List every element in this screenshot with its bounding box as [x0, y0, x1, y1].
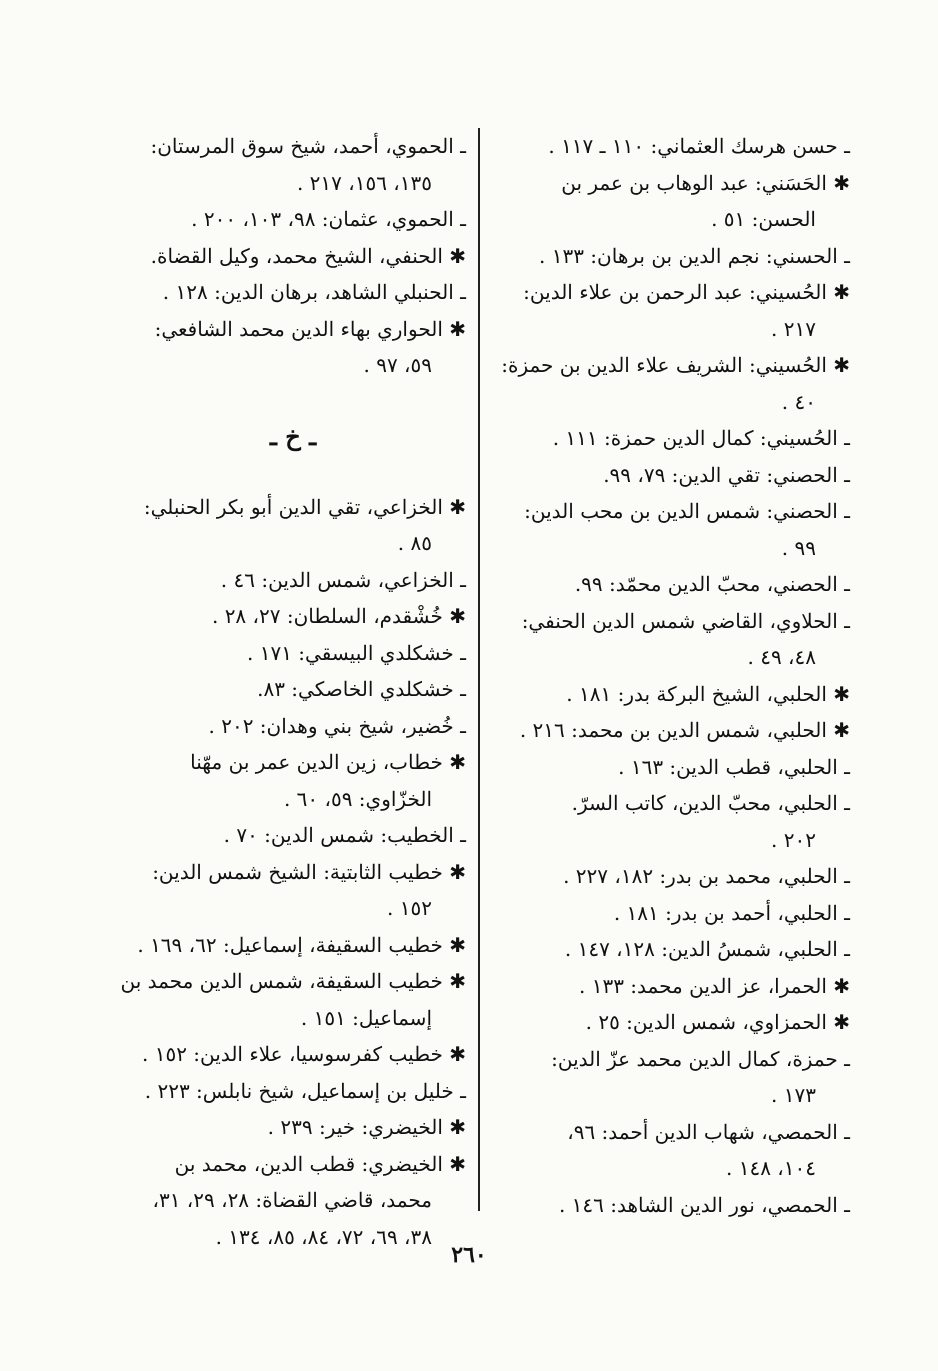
index-entry — [120, 854, 466, 927]
entry-text: ✱ الحمرا، عز الدين محمد: ١٣٣ . — [579, 973, 850, 998]
entry-continuation: ٢١٧ . — [771, 316, 816, 341]
index-entry — [120, 274, 466, 311]
index-entry — [492, 165, 850, 238]
index-entry — [492, 603, 850, 676]
entry-text: ✱ الحُسيني: الشريف علاء الدين بن حمزة: — [501, 353, 850, 377]
entry-text: ✱ الحنفي، الشيخ محمد، وكيل القضاة. — [150, 243, 466, 268]
entry-text: ـ خشكلدي البيسقي: ١٧١ . — [247, 640, 466, 665]
index-entry — [492, 749, 850, 786]
index-entry — [120, 1109, 466, 1146]
index-entry — [492, 895, 850, 932]
index-entry — [120, 238, 466, 275]
entry-text: ـ الحلبي، محبّ الدين، كاتب السرّ. — [571, 791, 850, 815]
entry-text: ✱ الخيضري: قطب الدين، محمد بن — [174, 1151, 466, 1176]
entry-text: ـ الخطيب: شمس الدين: ٧٠ . — [223, 823, 466, 847]
entry-text: ✱ خطيب الثابتية: الشيخ شمس الدين: — [152, 859, 466, 884]
entry-text: ✱ خطيب السقيفة، إسماعيل: ٦٢، ١٦٩ . — [137, 932, 466, 957]
entry-continuation: ٨٥ . — [397, 531, 432, 555]
index-entry — [120, 817, 466, 854]
entry-continuation: ٥٩، ٩٧ . — [363, 353, 432, 377]
entry-text: ✱ الحمزاوي، شمس الدين: ٢٥ . — [585, 1010, 850, 1034]
entry-text: ـ الحنبلي الشاهد، برهان الدين: ١٢٨ . — [162, 280, 466, 304]
entry-text: ✱ خُشْقدم، السلطان: ٢٧، ٢٨ . — [211, 604, 466, 628]
index-entry — [492, 676, 850, 713]
index-entry — [492, 347, 850, 420]
entry-continuation: إسماعيل: ١٥١ . — [300, 1005, 432, 1030]
entry-text: ـ الحُسيني: كمال الدين حمزة: ١١١ . — [552, 426, 850, 450]
index-entry — [120, 635, 466, 672]
entry-text: ✱ خطيب السقيفة، شمس الدين محمد بن — [120, 969, 466, 993]
entry-text: ـ حمزة، كمال الدين محمد عزّ الدين: — [551, 1046, 850, 1071]
entry-continuation: محمد، قاضي القضاة: ٢٨، ٢٩، ٣١، — [152, 1188, 432, 1212]
entry-text: ✱ الحلبي، الشيخ البركة بدر: ١٨١ . — [566, 681, 850, 706]
entry-continuation: ٤٠ . — [781, 389, 816, 414]
entry-text: ـ خشكلدي الخاصكي: ٨٣. — [257, 677, 466, 701]
index-entry — [120, 671, 466, 708]
index-entry — [492, 1004, 850, 1041]
entry-continuation: الخزّاوي: ٥٩، ٦٠ . — [283, 786, 432, 811]
entry-text: ـ الحلبي، محمد بن بدر: ١٨٢، ٢٢٧ . — [563, 864, 850, 888]
entry-text: ـ الحمصي، نور الدين الشاهد: ١٤٦ . — [558, 1192, 850, 1217]
entry-continuation: ٢٠٢ . — [771, 827, 816, 852]
index-entry — [120, 128, 466, 201]
entry-text: ـ الحمصي، شهاب الدين أحمد: ٩٦، — [567, 1119, 850, 1144]
entry-text: ـ الحسني: نجم الدين بن برهان: ١٣٣ . — [539, 243, 850, 268]
index-entry — [120, 1146, 466, 1256]
index-entry — [492, 931, 850, 968]
entry-text: ✱ الحواري بهاء الدين محمد الشافعي: — [154, 316, 466, 341]
index-entry — [492, 1041, 850, 1114]
entry-continuation: ٩٩ . — [781, 535, 816, 560]
index-entry — [492, 1114, 850, 1187]
index-group-ha — [120, 128, 466, 384]
entry-continuation: ٤٨، ٤٩ . — [747, 645, 816, 669]
entry-continuation: ١٧٣ . — [771, 1083, 816, 1107]
index-entry — [120, 708, 466, 745]
index-entry — [492, 238, 850, 275]
entry-continuation: ٣٨، ٦٩، ٧٢، ٨٤، ٨٥، ١٣٤ . — [215, 1224, 432, 1249]
entry-text: ـ الحموي، أحمد، شيخ سوق المرستان: — [150, 134, 466, 158]
entry-continuation: ١٥٢ . — [387, 896, 432, 920]
index-entry — [492, 274, 850, 347]
entry-text: ـ الحصني، محبّ الدين محمّد: ٩٩. — [574, 572, 850, 596]
index-entry — [120, 489, 466, 562]
entry-text: ـ الحلبي، شمسُ الدين: ١٢٨، ١٤٧ . — [564, 937, 850, 961]
entry-text: ✱ خطيب كفرسوسيا، علاء الدين: ١٥٢ . — [142, 1042, 466, 1066]
index-column-left — [120, 128, 466, 1255]
index-entry — [120, 598, 466, 635]
entry-text: ـ خليل بن إسماعيل، شيخ نابلس: ٢٢٣ . — [144, 1078, 466, 1103]
entry-text: ✱ الحلبي، شمس الدين بن محمد: ٢١٦ . — [519, 718, 850, 742]
page-number: ٢٦٠ — [451, 1242, 487, 1268]
entry-continuation: ١٣٥، ١٥٦، ٢١٧ . — [296, 170, 432, 195]
section-heading-kha: ـ خ ـ — [269, 421, 317, 451]
index-entry — [492, 420, 850, 457]
index-entry — [120, 744, 466, 817]
index-entry — [492, 968, 850, 1005]
index-group-kha — [120, 489, 466, 1256]
entry-text: ✱ الخزاعي، تقي الدين أبو بكر الحنبلي: — [143, 494, 466, 519]
index-entry — [492, 712, 850, 749]
index-entry — [492, 493, 850, 566]
index-entry — [492, 128, 850, 165]
index-entry — [492, 457, 850, 494]
index-entry — [120, 201, 466, 238]
entry-text: ـ الحلبي، قطب الدين: ١٦٣ . — [618, 754, 850, 779]
entry-text: ✱ خطاب، زين الدين عمر بن مهّنا — [190, 750, 466, 774]
entry-text: ـ الحصني: شمس الدين بن محب الدين: — [524, 499, 850, 523]
entry-text: ✱ الحُسيني: عبد الرحمن بن علاء الدين: — [523, 280, 850, 304]
entry-text: ✱ الخيضري: خير: ٢٣٩ . — [267, 1115, 466, 1139]
index-entry — [120, 1073, 466, 1110]
column-divider — [478, 128, 480, 1211]
index-entry — [120, 963, 466, 1036]
entry-text: ـ الحموي، عثمان: ٩٨، ١٠٣، ٢٠٠ . — [191, 207, 466, 231]
entry-text: ـ الحصني: تقي الدين: ٧٩، ٩٩. — [603, 462, 850, 487]
index-entry — [492, 566, 850, 603]
entry-text: ـ الحلاوي، القاضي شمس الدين الحنفي: — [521, 608, 850, 633]
index-entry — [492, 1187, 850, 1224]
entry-text: ـ الحلبي، أحمد بن بدر: ١٨١ . — [613, 900, 850, 925]
entry-text: ✱ الحَسَني: عبد الوهاب بن عمر بن — [561, 170, 850, 195]
index-entry — [120, 311, 466, 384]
index-entry — [120, 927, 466, 964]
index-entry — [492, 785, 850, 858]
entry-continuation: الحسن: ٥١ . — [711, 207, 816, 231]
entry-continuation: ١٠٤، ١٤٨ . — [726, 1156, 816, 1180]
index-entry — [120, 1036, 466, 1073]
entry-text: ـ حسن هرسك العثماني: ١١٠ ـ ١١٧ . — [548, 134, 850, 158]
index-column-right — [492, 128, 850, 1223]
entry-text: ـ الخزاعي، شمس الدين: ٤٦ . — [220, 567, 466, 592]
entry-text: ـ خُضير، شيخ بني وهدان: ٢٠٢ . — [208, 713, 466, 738]
index-entry — [120, 562, 466, 599]
index-entry — [492, 858, 850, 895]
